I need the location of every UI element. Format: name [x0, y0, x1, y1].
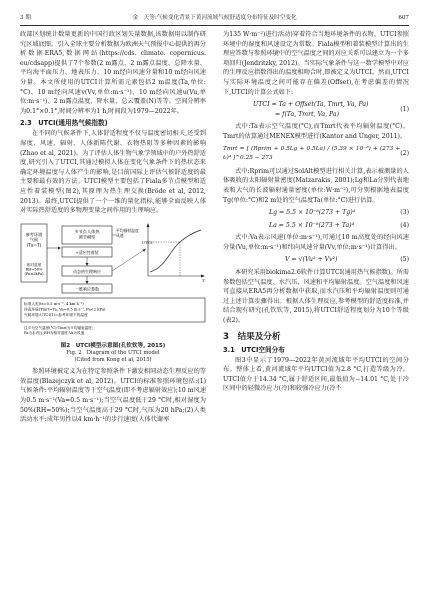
- clothing-label: +适应性着装: [75, 249, 99, 255]
- running-header: [20, 12, 409, 24]
- equation-2-text: Tmrt = [ (Rprim + 0.5Lg + 0.5La) / (5.39 × 10⁻⁸) + (273 + tᵢ)⁴ ]^0.25 − 273: [223, 145, 401, 162]
- equation-5: [223, 255, 409, 265]
- conditions-text: 标准人类(ts=0.5 m·s⁻¹, 4 km·h⁻¹) 体表环境(Tmrt=Ta, Va=0.5 m·s⁻¹, Pa<2 kPa) 气候环境:UTCI(1)=参考环境下的温度: [24, 301, 106, 317]
- paragraph-spatial: 图3中显示了1979—2022年黄河流域年平均UTCI的空间分布。整体上看,黄河流域年平均UTCI值为2.8 °C,打造等级为冷。UTCI值介于14.34 °C,属于舒适区间,最低值为−14.01 °C,处于冷区间中的轻微冷应力(冷)和较强冷应力(冷不: [223, 356, 409, 393]
- paragraph-utci-intro: 在不同的气候条件下,人体舒适程度不仅与温度密切相关,还受到湿度、风速、辐射、人体新陈代谢、衣物热阻等多种因素的影响(Zhao et al, 2021)。为了评估人体生物气象学领域中的户外热舒适度,研究引入了UTCI,其通过模拟人体在变化气象条件下的热状态来确定环境温度与人体产生的影响,是目前国际上评估气候舒适度的最主要和最有效的方法。UTCI模型主要包括了Fiala多节点模型和适应性着装模型(图2),其原理为热生理交换(Bröde et al, 2012, 2013)。最终,UTCI提供了一个一维的量化指标,能够全面反映人体对实际热舒适度的多物理变量之间作用的生理响应。: [20, 130, 206, 215]
- figure-caption-citation: (Cited from Kong et al, 2015): [74, 357, 152, 364]
- paragraph-biokima: 本研究采用biokima2.6软件计算UTCI(通用热气候指数)。所需参数包括空气温度、水汽压、风速和平均辐射温度。空气温度和风速可直接从ERA5再分析数据中获取,而水汽压和平均辐射温度则可通过上述计算步骤得出。根据人体生理反应,参考模型的舒适度标准,并结合现有研究(孔钦钦等, 2015),将UTCI舒适程度划分为10个等级(表2)。: [223, 269, 409, 325]
- equation-2-number: (2): [400, 150, 409, 158]
- reference-env-label: 参考环境气候(Ta=T): [25, 231, 43, 248]
- equation-1-line-b: = f(Ta, Tmrt, Va, Pa): [275, 110, 340, 118]
- section-heading-2-3: 2.3 UTCI(通用热气候指数): [20, 119, 108, 128]
- inputs-label: 平均辐射温度风速: [116, 227, 139, 238]
- section-heading-3-1: 3.1 UTCI空间分布: [223, 345, 285, 354]
- response-label: 动态热生理响应: [73, 268, 101, 274]
- utci-curve: [150, 230, 201, 272]
- figure-caption-zh: 图2 UTCI模型示意图(孔钦钦等, 2015): [60, 343, 166, 350]
- equation-4: [223, 221, 409, 231]
- paragraph-wind: 式中:Va表示风速(单位:m·s⁻¹),可通过10 m高度处的经向风速分量(Vu,单位:m·s⁻¹)和纬向风速分量(Vv,单位:m·s⁻¹)计算得出。: [223, 234, 409, 251]
- page-number: 607: [398, 15, 409, 21]
- section-heading-3: 3 结果及分析: [223, 331, 281, 342]
- one-dim-label: 一维响应参数: [75, 286, 99, 292]
- header-rule: [20, 25, 409, 26]
- figure-caption-en: Fig. 2 Diagram of the UTCI model: [66, 350, 160, 357]
- equation-4-text: La = 5.5 × 10⁻⁸(273 + Ta)⁴: [269, 221, 355, 229]
- utci-model-diagram: [20, 220, 206, 338]
- paragraph-tmrt: 式中:Ta表示空气温度(°C),而Tmrt代表平均辐射温度(°C)。Tmrt的估算通过MENEX模型进行(Kantor and Unger, 2011)。: [223, 123, 409, 140]
- equation-3-number: (3): [400, 209, 409, 217]
- curve-axis-label: T: [202, 277, 205, 283]
- model-box-label: 多节点人体热调节模型: [74, 228, 100, 240]
- equation-1-line-a: UTCI = Ta + Offset(Ta, Tmrt, Va, Pa): [253, 101, 369, 109]
- equation-2: [223, 145, 409, 164]
- equation-1-number: (1): [400, 105, 409, 113]
- paragraph-radiation: 式中:Rprim可以通过SolAlt模型进行相关计算,表示被测量的人体吸收的太阳辐射量密度(Matzarakis, 2001);Lg和La分别代表地表和大气的长波辐射通量密度(单位:W·m⁻²),可分别根据地表温度Tg(单位:°C)和2 m处的空气温度Ta(单位:°C)进行估算。: [223, 167, 409, 204]
- paragraph-data-source: 政部区划统计数量更新的中国行政区划矢量数据,该数据用以制作研究区域底图。引入全球主要分析数据为欧洲天气预报中心提供的再分析数据ERA5,数据网站(https://cds. climate. copernicus. eu/cdsapp)提供了7个参数(2 m露点、2 m露点温度、总降水量、平均海平面压力、地表压力、10 m经向风速分量和10 m经向风速分量。本文所使用的UTCI计算所需元素包括2 m温度(Ta,单位:°C)、10 m经向风速v(Vv,单位:m·s⁻¹)、10 m经向风速u(Vu,单位:m·s⁻¹)、2 m露点温度、降水量、总云覆盖(N)等等。空间分辨率为0.1°×0.1°,时间分辨率为1 h,时间段为1979—2022年。: [20, 31, 206, 115]
- issue-number: 3 期: [20, 15, 31, 21]
- equation-1: [223, 100, 409, 119]
- running-title: 金 天等:气候变化背景下黄河流域气候舒适度分布特征及时空变化: [132, 15, 297, 21]
- equation-3: [223, 208, 409, 218]
- left-column: [20, 30, 206, 425]
- right-column: [223, 30, 409, 394]
- equation-4-number: (4): [400, 221, 409, 229]
- paragraph-utci-regression: 为135 W·m⁻²)进行活动)穿着符合当地环境条件的衣物。UTCI参照环境中的湿度和风速设定为常数。Fiala模型和着装模型计算出的生理应答数与参照环境中的空气温度之间的对应关系可以建立为一个多项回归(Jendritzky, 2012)。当实际气象条件与这一数学模型中对应的生理反应指数得出的温度相吻合时,即被定义为UTCI。然而,UTCI与实际环境温度之间可能存在偏差(Offset),在考虑偏差的情况下,UTCI的计算公式如下:: [223, 31, 409, 96]
- equation-3-text: Lg = 5.5 × 10⁻⁸(273 + Tg)⁴: [269, 209, 356, 217]
- equation-5-number: (5): [400, 256, 409, 264]
- humidity-label: 相对湿度 RH=50% (Pa≤2kPa): [24, 262, 44, 276]
- curve-utci-label: UTCI: [142, 239, 153, 245]
- equation-5-text: V = √(Vu² + Vv²): [285, 256, 338, 264]
- paragraph-reference-env: 参照环境被定义为在特定参照条件下激发相同动态生理反应的等效温度(Blazejczyk et al, 2012)。UTCI的标准参照环境包括:(1)气候条件:平均辐射温度等于空气温度(即不考虑辐射效应);10 m风速为0.5 m·s⁻¹(Va=0.5 m·s⁻¹);当空气温度低于29 °C时,相对湿度为50%(RH=50%);当空气温度高于29 °C时,气压为20 hPa;(2)人类活动水平:成年男性以4 km·h⁻¹的步行速度(人体代谢率: [20, 368, 206, 424]
- diagram-legend: 注:T为空气温度(°C);Tmrt为平均辐射温度; Pa为水汽压;RH为相对湿度;Va为风速: [24, 325, 94, 335]
